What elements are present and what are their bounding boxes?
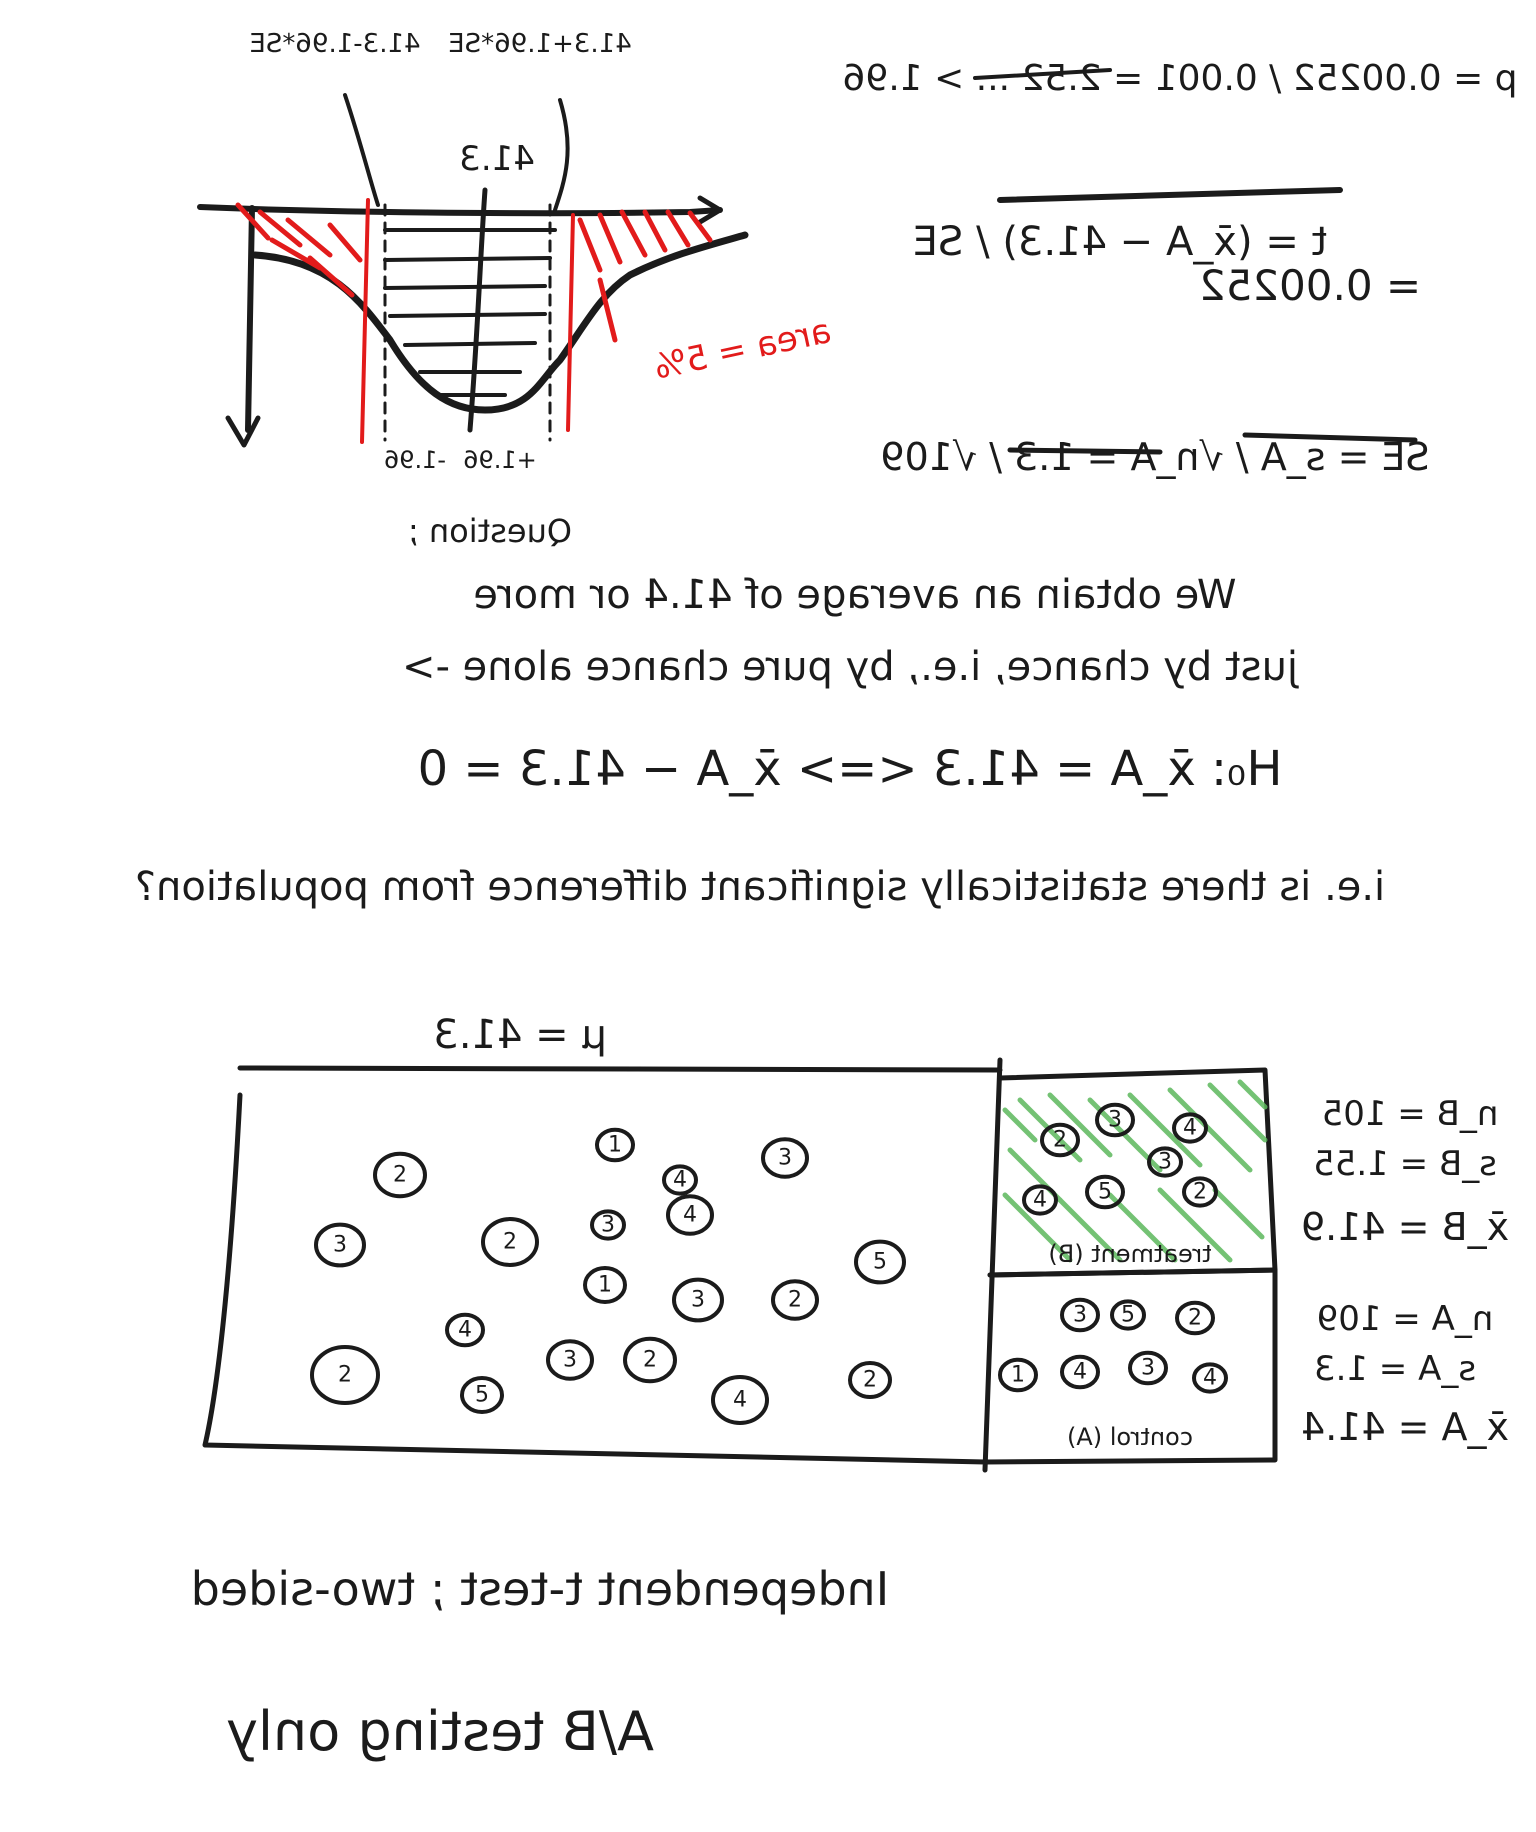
lower-right-label: +1.96 [463, 446, 537, 474]
sample-circle-label: 4 [683, 1202, 697, 1228]
control-s: s_A = 1.3 [1313, 1349, 1477, 1389]
sample-circle-label: 2 [338, 1362, 352, 1388]
sample-circle-label: 2 [643, 1347, 657, 1373]
sample-circle-label: 2 [863, 1367, 877, 1393]
red-right-critical-line [568, 215, 573, 430]
se-formula: SE = s_A / √n_A = 1.3 / √109 [880, 435, 1430, 479]
y-axis-arrow [228, 418, 258, 445]
treatment-n: n_B = 105 [1321, 1094, 1499, 1134]
population-diagram [205, 1012, 1509, 1470]
red-left-critical-line [362, 200, 368, 442]
control-n: n_A = 109 [1316, 1299, 1494, 1339]
sample-circle-label: 4 [1033, 1187, 1047, 1213]
t-statistic: t = (x̄_A − 41.3) / SE [912, 219, 1328, 265]
treatment-s: s_B = 1.55 [1313, 1144, 1497, 1184]
distribution-sketch [200, 29, 835, 474]
rejection-region-left-hatch [238, 205, 360, 295]
right-bound-pointer [555, 100, 568, 210]
footer-block [191, 1562, 890, 1763]
sample-circle-label: 4 [1203, 1365, 1217, 1391]
se-fraction-bar-left [1010, 450, 1160, 452]
sample-circle-label: 4 [458, 1317, 472, 1343]
note-line-2: just by chance, i.e., by pure chance alone -> [402, 644, 1298, 690]
note-line-3: i.e. is there statistically significant difference from population? [134, 864, 1386, 910]
question-heading: Question ; [407, 512, 573, 550]
population-circles [312, 1130, 904, 1423]
sample-circle-label: 2 [393, 1162, 407, 1188]
sample-circle-label: 1 [598, 1272, 612, 1298]
sample-circle-label: 3 [1108, 1107, 1122, 1133]
left-bound-pointer [345, 95, 378, 205]
sample-circle-label: 3 [1073, 1302, 1087, 1328]
sample-circle-label: 2 [503, 1229, 517, 1255]
null-hypothesis: H₀: x̄_A = 41.3 <=> x̄_A − 41.3 = 0 [417, 741, 1283, 797]
note-line-1: We obtain an average of 41.4 or more [473, 572, 1237, 618]
sample-circle-label: 2 [1053, 1127, 1067, 1153]
sample-circle-label: 3 [1141, 1355, 1155, 1381]
y-axis [248, 208, 252, 430]
left-bound-label: 41.3-1.96*SE [249, 29, 421, 59]
sample-circle-label: 3 [563, 1347, 577, 1373]
right-bound-label: 41.3+1.96*SE [448, 29, 632, 59]
sample-circle-label: 2 [1188, 1305, 1202, 1331]
sample-circle-label: 4 [733, 1387, 747, 1413]
sample-circle-label: 3 [333, 1232, 347, 1258]
sample-circle-label: 5 [1098, 1179, 1112, 1205]
sample-circle-label: 4 [673, 1167, 687, 1193]
control-label: control (A) [1067, 1423, 1193, 1451]
treatment-label: treatment (B) [1048, 1240, 1212, 1268]
sample-circle-label: 2 [1193, 1179, 1207, 1205]
t-result: = 0.00252 [1198, 261, 1422, 310]
control-mean: x̄_A = 41.4 [1300, 1405, 1510, 1449]
sample-circle-label: 5 [1121, 1302, 1135, 1328]
footer-line-2: A/B testing only [226, 1700, 654, 1763]
population-mean-label: μ = 41.3 [433, 1012, 607, 1058]
sample-circle-label: 4 [1183, 1115, 1197, 1141]
lower-left-label: -1.96 [383, 446, 447, 474]
rejection-region-right-hatch [580, 212, 710, 340]
footer-line-1: Independent t-test ; two-sided [190, 1562, 890, 1616]
p-value-line: p = 0.00252 / 0.001 = 2.52 ... > 1.96 [842, 58, 1518, 99]
sample-circle-label: 3 [601, 1212, 615, 1238]
area-note: area = 5% [650, 310, 835, 388]
sample-circle-label: 3 [1158, 1149, 1172, 1175]
treatment-mean: x̄_B = 41.9 [1300, 1205, 1510, 1249]
sample-circle-label: 1 [1011, 1362, 1025, 1388]
control-circles [1000, 1300, 1226, 1392]
notes-block [135, 512, 1385, 910]
sample-circle-label: 5 [475, 1382, 489, 1408]
x-axis [200, 207, 720, 213]
sample-circle-label: 4 [1073, 1359, 1087, 1385]
treatment-green-hatch [1005, 1082, 1265, 1260]
treatment-circles [1024, 1105, 1216, 1214]
sample-circle-label: 1 [608, 1132, 622, 1158]
sample-circle-label: 2 [788, 1287, 802, 1313]
sample-circle-label: 3 [778, 1145, 792, 1171]
t-fraction-bar [1000, 190, 1340, 200]
sample-circle-label: 5 [873, 1249, 887, 1275]
sample-circle-label: 3 [691, 1287, 705, 1313]
center-label: 41.3 [459, 139, 535, 179]
formulas-block [842, 58, 1517, 479]
